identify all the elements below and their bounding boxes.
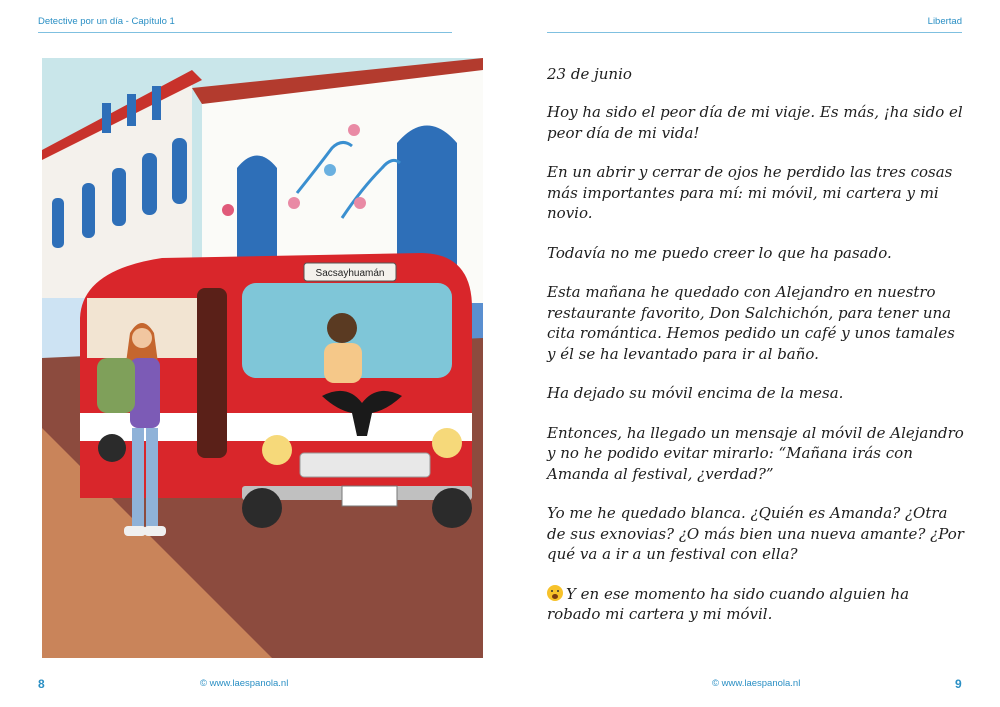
- diary-paragraph: Esta mañana he quedado con Alejandro en nuestro restaurante favorito, Don Salchichón, para tener una cita romántica. Hemos pedido un café y unos tamales y él se ha levantado para ir al baño.: [547, 283, 955, 363]
- diary-paragraph: Yo me he quedado blanca. ¿Quién es Amanda? ¿Otra de sus exnovias? ¿O más bien una nueva amante? ¿Por qué va a ir a un festival con ella?: [547, 504, 964, 563]
- diary-paragraph: Hoy ha sido el peor día de mi viaje. Es más, ¡ha sido el peor día de mi vida!: [547, 103, 963, 142]
- headlight-left: [262, 435, 292, 465]
- wheel-left: [242, 488, 282, 528]
- bus-door: [197, 288, 227, 458]
- wheel-back: [98, 434, 126, 462]
- bus-street-illustration: [42, 58, 483, 658]
- footer-url-right[interactable]: © www.laespanola.nl: [712, 678, 801, 689]
- diary-date: 23 de junio: [547, 65, 632, 83]
- diary-paragraph-last-text: Y en ese momento ha sido cuando alguien ha robado mi cartera y mi móvil.: [547, 584, 910, 623]
- shocked-face-icon: [547, 585, 563, 601]
- diary-paragraph: Todavía no me puedo creer lo que ha pasado.: [547, 243, 892, 262]
- footer-url-left[interactable]: © www.laespanola.nl: [200, 678, 289, 689]
- header-rule-right: [547, 32, 962, 33]
- header-right-title: Libertad: [927, 16, 962, 27]
- header-left-title: Detective por un día - Capítulo 1: [38, 16, 175, 27]
- diary-paragraph: Entonces, ha llegado un mensaje al móvil de Alejandro y no he podido evitar mirarlo: “Mañana irás con Amanda al festival, ¿verdad?”: [547, 423, 964, 483]
- header-rule-left: [38, 32, 452, 33]
- bus-destination-text: Sacsayhuamán: [315, 268, 385, 279]
- wheel-right: [432, 488, 472, 528]
- diary-paragraph-last: [547, 584, 967, 625]
- bus-driver: [324, 313, 362, 383]
- diary-entry: [547, 64, 967, 644]
- bus-grille: [300, 453, 430, 477]
- illustration: [42, 58, 483, 658]
- page-number-right: 9: [955, 677, 962, 691]
- license-plate: [342, 486, 397, 506]
- diary-paragraph: Ha dejado su móvil encima de la mesa.: [547, 384, 844, 402]
- diary-paragraph: En un abrir y cerrar de ojos he perdido las tres cosas más importantes para mí: mi móvil, mi cartera y mi novio.: [547, 163, 953, 222]
- page-number-left: 8: [38, 677, 45, 691]
- headlight-right: [432, 428, 462, 458]
